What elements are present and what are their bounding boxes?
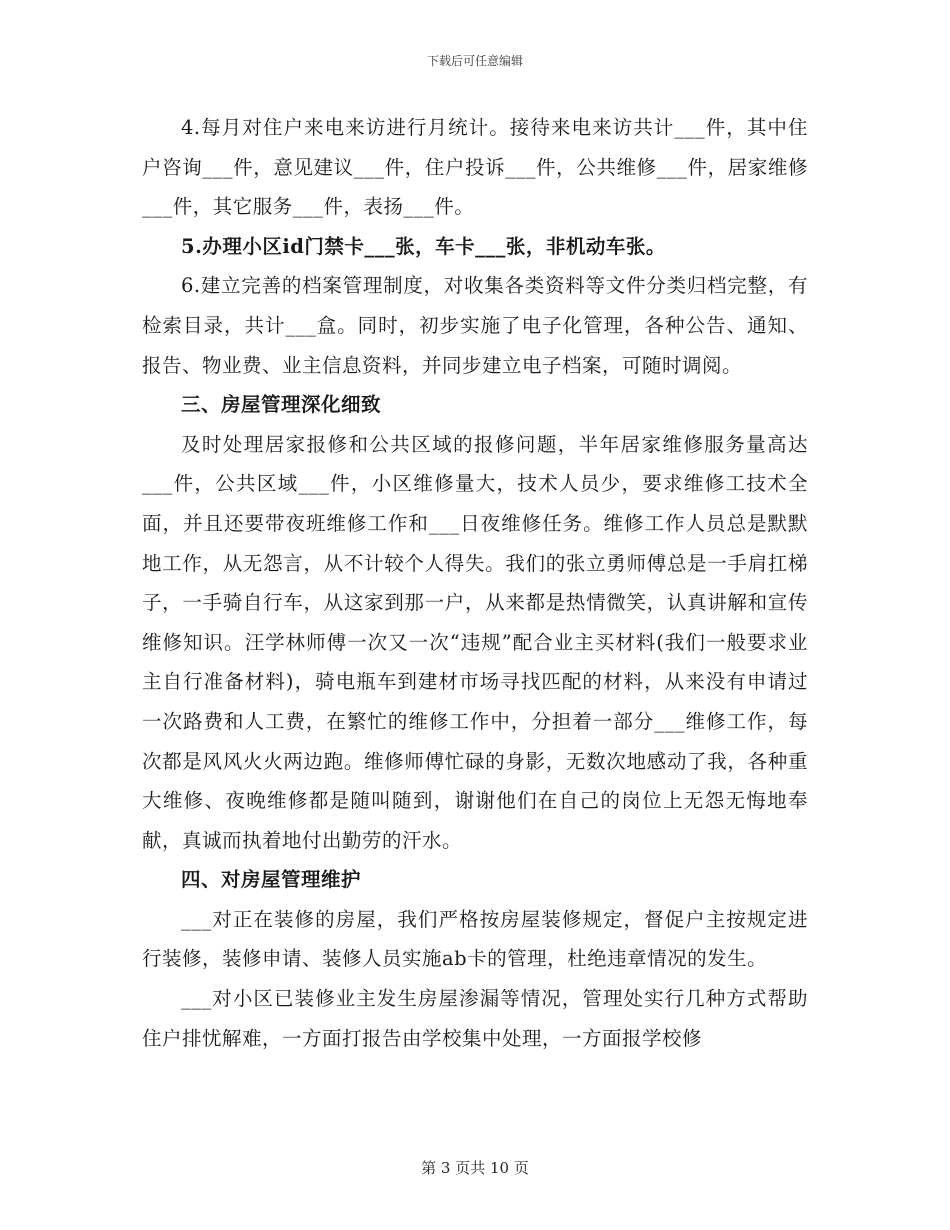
paragraph-leak-handling: ___对小区已装修业主发生房屋渗漏等情况，管理处实行几种方式帮助住户排忧解难，一方面打报告由学校集中处理，一方面报学校修	[142, 987, 808, 1050]
page-footer: 第 3 页共 10 页	[421, 1159, 529, 1177]
paragraph-archive-management: 6.建立完善的档案管理制度，对收集各类资料等文件分类归档完整，有检索目录，共计___盒。同时，初步实施了电子化管理，各种公告、通知、报告、物业费、业主信息资料，并同步建立电子档案，可随时调阅。	[142, 274, 808, 377]
document-body	[142, 108, 808, 1058]
paragraph-renovation-rules: ___对正在装修的房屋，我们严格按房屋装修规定，督促户主按规定进行装修，装修申请、装修人员实施ab卡的管理，杜绝违章情况的发生。	[142, 907, 808, 971]
section-heading-housing-management: 三、房屋管理深化细致	[181, 393, 382, 417]
page-header: 下载后可任意编辑	[426, 54, 523, 68]
paragraph-repair-work: 及时处理居家报修和公共区域的报修问题，半年居家维修服务量高达___件，公共区域___件，小区维修量大，技术人员少，要求维修工技术全面，并且还要带夜班维修工作和___日夜维修任务。维修工作人员总是默默地工作，从无怨言，从不计较个人得失。我们的张立勇师傅总是一手肩扛梯子，一手骑自行车，从这家到那一户，从来都是热情微笑，认真讲解和宣传维修知识。汪学林师傅一次又一次“违规”配合业主买材料(我们一般要求业主自行准备材料)，骑电瓶车到建材市场寻找匹配的材料，从来没有申请过一次路费和人工费，在繁忙的维修工作中，分担着一部分___维修工作，每次都是风风火火两边跑。维修师傅忙碌的身影，无数次地感动了我，各种重大维修、夜晚维修都是随叫随到，谢谢他们在自己的岗位上无怨无悔地奉献，真诚而执着地付出勤劳的汗水。	[142, 432, 808, 852]
section-heading-housing-maintenance: 四、对房屋管理维护	[181, 868, 362, 892]
paragraph-visit-statistics: 4.每月对住户来电来访进行月统计。接待来电来访共计___件，其中住户咨询___件，意见建议___件，住户投诉___件，公共维修___件，居家维修___件，其它服务___件，表扬___件。	[142, 116, 808, 219]
paragraph-access-cards: 5.办理小区id门禁卡___张，车卡___张，非机动车张。	[181, 234, 666, 258]
